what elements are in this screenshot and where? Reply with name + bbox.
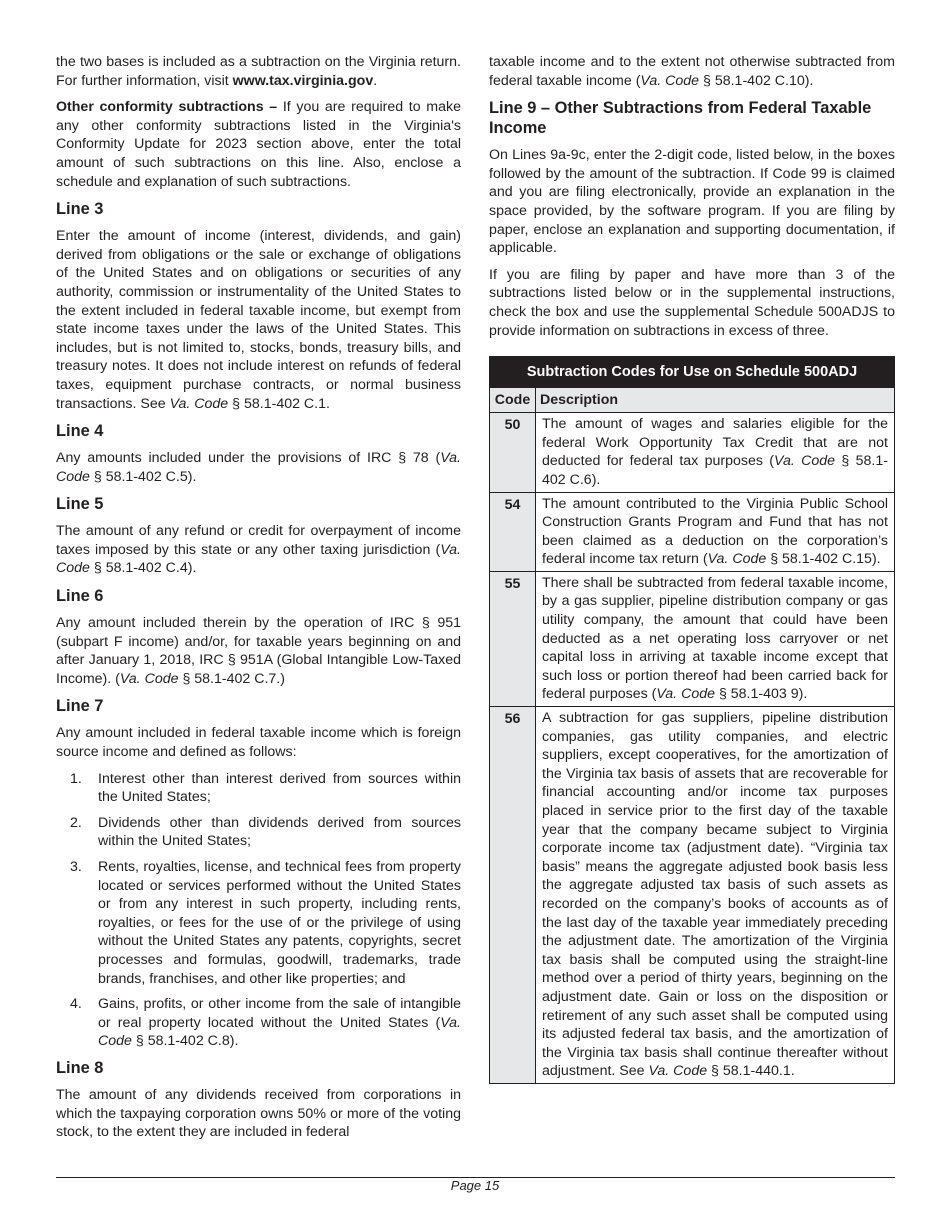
table-row	[490, 492, 895, 571]
description-cell: The amount of wages and salaries eligible for the federal Work Opportunity Tax Credit that are not deducted for federal tax purposes (Va. Code § 58.1-402 C.6).	[536, 413, 895, 492]
left-column	[56, 53, 461, 1150]
line8-continued-paragraph: taxable income and to the extent not otherwise subtracted from federal taxable income (Va. Code § 58.1-402 C.10).	[489, 54, 895, 89]
line7-heading: Line 7	[56, 697, 104, 716]
code-cell: 54	[490, 492, 536, 571]
code-cell: 50	[490, 413, 536, 492]
table-row	[490, 413, 895, 492]
other-conformity-paragraph: Other conformity subtractions – If you are required to make any other conformity subtractions listed in the Virginia's Conformity Update for 2023 section above, enter the total amount of such subtractions on this line. Also, enclose a schedule and explanation of such subtractions.	[56, 99, 461, 190]
page-number: Page 15	[450, 1178, 500, 1193]
line8-heading: Line 8	[56, 1058, 104, 1077]
line9-paragraph-2: If you are filing by paper and have more than 3 of the subtractions listed below or in the supplemental instructions, check the box and use the supplemental Schedule 500ADJS to provide information on subtractions in excess of three.	[489, 266, 895, 339]
description-cell: A subtraction for gas suppliers, pipeline distribution companies, gas utility companies, and electric suppliers, except cooperatives, for the amortization of the Virginia tax basis of assets that are recoverable for financial accounting and/or income tax purposes placed in service prior to the first day of the taxable year that the company became subject to Virginia corporate income tax (adjustment date). “Virginia tax basis” means the aggregate adjusted book basis less the aggregate adjusted tax basis of such assets as recorded on the company’s books of accounts as of the last day of the taxable year immediately preceding the adjustment date. The amortization of the Virginia tax basis shall be computed using the straight-line method over a period of thirty years, beginning on the adjustment date. Gain or loss on the disposition or retirement of any such asset shall be computed using its adjusted federal tax basis, and the amortization of the Virginia tax basis shall continue thereafter without adjustment. See Va. Code § 58.1-440.1.	[536, 707, 895, 1084]
line8-paragraph: The amount of any dividends received from corporations in which the taxpaying corporation owns 50% or more of the voting stock, to the extent they are included in federal	[56, 1086, 461, 1141]
table-row	[490, 707, 895, 1084]
code-cell: 55	[490, 571, 536, 706]
subtraction-codes-table	[489, 356, 895, 1084]
list-item: 3. Rents, royalties, license, and technical fees from property located or services performed without the United States or from any interest in such property, including rents, royalties, or fees for the use of or the privilege of using without the United States any patents, copyrights, secret processes and formulas, goodwill, trademarks, trade brands, franchises, and other like properties; and	[70, 859, 461, 987]
table-row	[490, 571, 895, 706]
line9-heading: Line 9 – Other Subtractions from Federal Taxable Income	[489, 99, 872, 138]
column-header-description: Description	[536, 388, 895, 413]
line7-paragraph: Any amount included in federal taxable income which is foreign source income and defined as follows:	[56, 725, 461, 761]
table-title: Subtraction Codes for Use on Schedule 500ADJ	[490, 357, 895, 388]
description-cell: The amount contributed to the Virginia Public School Construction Grants Program and Fund that has not been claimed as a deduction on the corporation’s federal income tax return (Va. Code § 58.1-402 C.15).	[536, 492, 895, 571]
intro-paragraph: the two bases is included as a subtraction on the Virginia return. For further information, visit www.tax.virginia.gov.	[56, 54, 461, 89]
right-column	[489, 53, 895, 1084]
line4-heading: Line 4	[56, 422, 104, 441]
line3-heading: Line 3	[56, 200, 104, 219]
line3-paragraph: Enter the amount of income (interest, dividends, and gain) derived from obligations or the sale or exchange of obligations of the United States and on obligations or securities of any authority, commission or instrumentality of the United States to the extent included in federal taxable income, but exempt from state income taxes under the laws of the United States. This includes, but is not limited to, stocks, bonds, treasury bills, and treasury notes. It does not include interest on refunds of federal taxes, equipment purchase contracts, or normal business transactions. See Va. Code § 58.1-402 C.1.	[56, 228, 461, 412]
line5-heading: Line 5	[56, 495, 104, 514]
foreign-income-list	[56, 770, 461, 1051]
line6-heading: Line 6	[56, 587, 104, 606]
line5-paragraph: The amount of any refund or credit for overpayment of income taxes imposed by this state or any other taxing jurisdiction (Va. Code § 58.1-402 C.4).	[56, 523, 461, 577]
line9-paragraph-1: On Lines 9a-9c, enter the 2-digit code, listed below, in the boxes followed by the amount of the subtraction. If Code 99 is claimed and you are filing electronically, provide an explanation in the space provided, by the software program. If you are filing by paper, enclose an explanation and supporting documentation, if applicable.	[489, 147, 895, 257]
list-item: 4. Gains, profits, or other income from the sale of intangible or real property located without the United States (Va. Code § 58.1-402 C.8).	[70, 996, 461, 1050]
list-item: 1. Interest other than interest derived from sources within the United States;	[70, 770, 461, 806]
line6-paragraph: Any amount included therein by the operation of IRC § 951 (subpart F income) and/or, for taxable years beginning on and after January 1, 2018, IRC § 951A (Global Intangible Low-Taxed Income). (Va. Code § 58.1-402 C.7.)	[56, 615, 461, 687]
description-cell: There shall be subtracted from federal taxable income, by a gas supplier, pipeline distribution company or gas utility company, the amount that could have been deducted as a net operating loss carryover or net capital loss in arriving at taxable income except that such loss or portion thereof had been carried back for federal purposes (Va. Code § 58.1-403 9).	[536, 571, 895, 706]
line4-paragraph: Any amounts included under the provisions of IRC § 78 (Va. Code § 58.1-402 C.5).	[56, 450, 461, 485]
code-cell: 56	[490, 707, 536, 1084]
tax-website-link[interactable]: www.tax.virginia.gov	[232, 72, 374, 89]
column-header-code: Code	[490, 388, 536, 413]
other-conformity-lead: Other conformity subtractions –	[56, 99, 278, 116]
list-item: 2. Dividends other than dividends derived from sources within the United States;	[70, 814, 461, 850]
